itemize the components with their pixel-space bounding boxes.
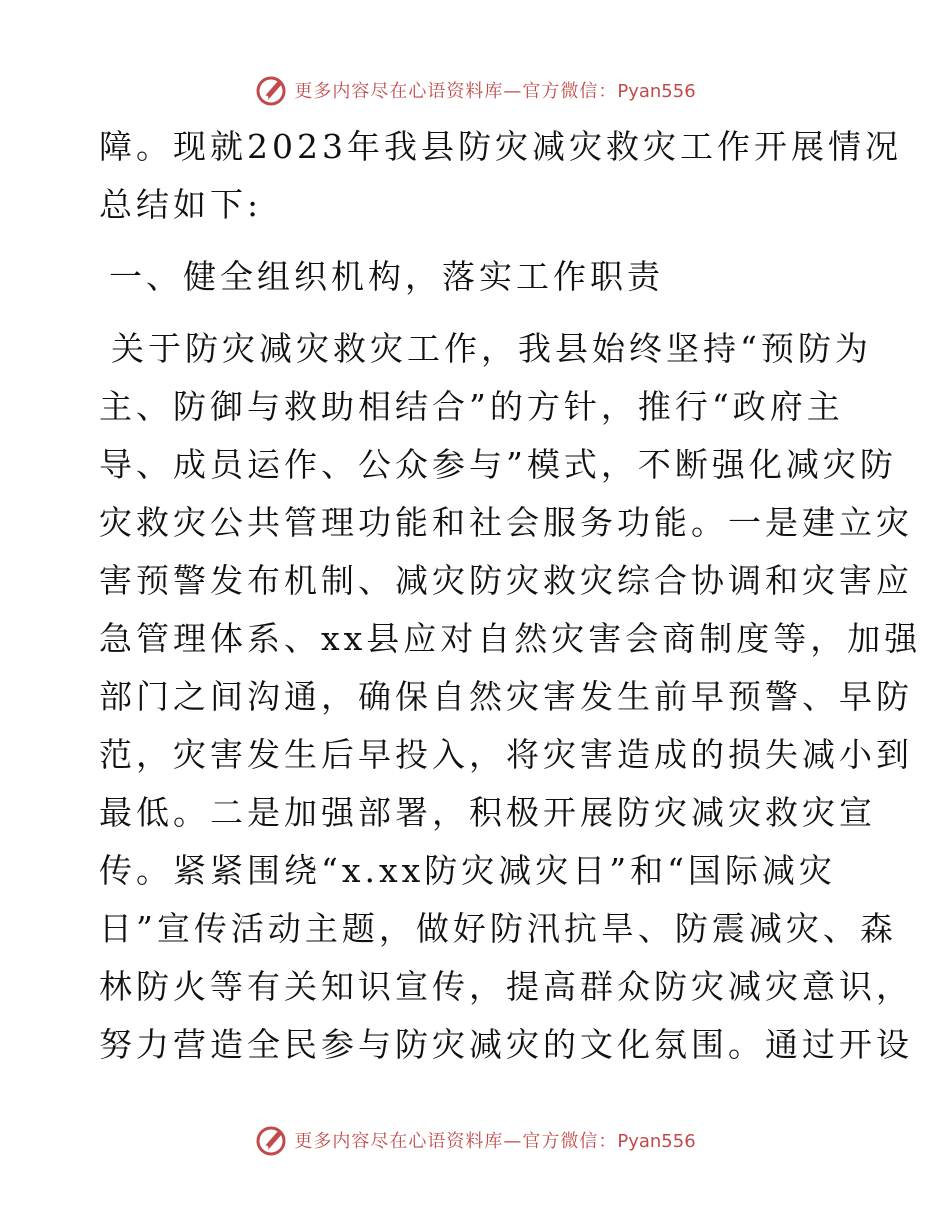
body-line: 急管理体系、xx县应对自然灾害会商制度等，加强 bbox=[99, 619, 922, 658]
body-line: 范，灾害发生后早投入，将灾害造成的损失减小到 bbox=[99, 735, 913, 774]
intro-line: 障。现就2023年我县防灾减灾救灾工作开展情况 bbox=[99, 127, 902, 166]
body-line: 林防火等有关知识宣传，提高群众防灾减灾意识， bbox=[99, 967, 913, 1006]
body-line: 灾救灾公共管理功能和社会服务功能。一是建立灾 bbox=[99, 503, 913, 542]
body-line: 最低。二是加强部署，积极开展防灾减灾救灾宣 bbox=[99, 793, 876, 832]
body-line: 害预警发布机制、减灾防灾救灾综合协调和灾害应 bbox=[99, 561, 913, 600]
body-line: 导、成员运作、公众参与”模式，不断强化减灾防 bbox=[99, 445, 897, 484]
body-line: 传。紧紧围绕“x.xx防灾减灾日”和“国际减灾 bbox=[99, 851, 836, 890]
body-line: 日”宣传活动主题，做好防汛抗旱、防震减灾、森 bbox=[99, 909, 897, 948]
watermark-top bbox=[0, 70, 950, 110]
watermark-bottom bbox=[0, 1120, 950, 1160]
watermark-text: 更多内容尽在心语资料库—官方微信：Pyan556 bbox=[294, 1131, 696, 1152]
body-line: 努力营造全民参与防灾减灾的文化氛围。通过开设 bbox=[99, 1025, 913, 1064]
body-line: 主、防御与救助相结合”的方针，推行“政府主 bbox=[99, 387, 844, 426]
body-line: 关于防灾减灾救灾工作，我县始终坚持“预防为 bbox=[111, 329, 872, 368]
document-body bbox=[99, 118, 922, 1074]
intro-line: 总结如下: bbox=[99, 185, 263, 224]
body-line: 部门之间沟通，确保自然灾害发生前早预警、早防 bbox=[99, 677, 913, 716]
pen-circle-logo-icon bbox=[254, 1123, 288, 1157]
pen-circle-logo-icon bbox=[254, 73, 288, 107]
section-heading: 一、健全组织机构，落实工作职责 bbox=[109, 257, 664, 296]
watermark-text: 更多内容尽在心语资料库—官方微信：Pyan556 bbox=[294, 81, 696, 102]
